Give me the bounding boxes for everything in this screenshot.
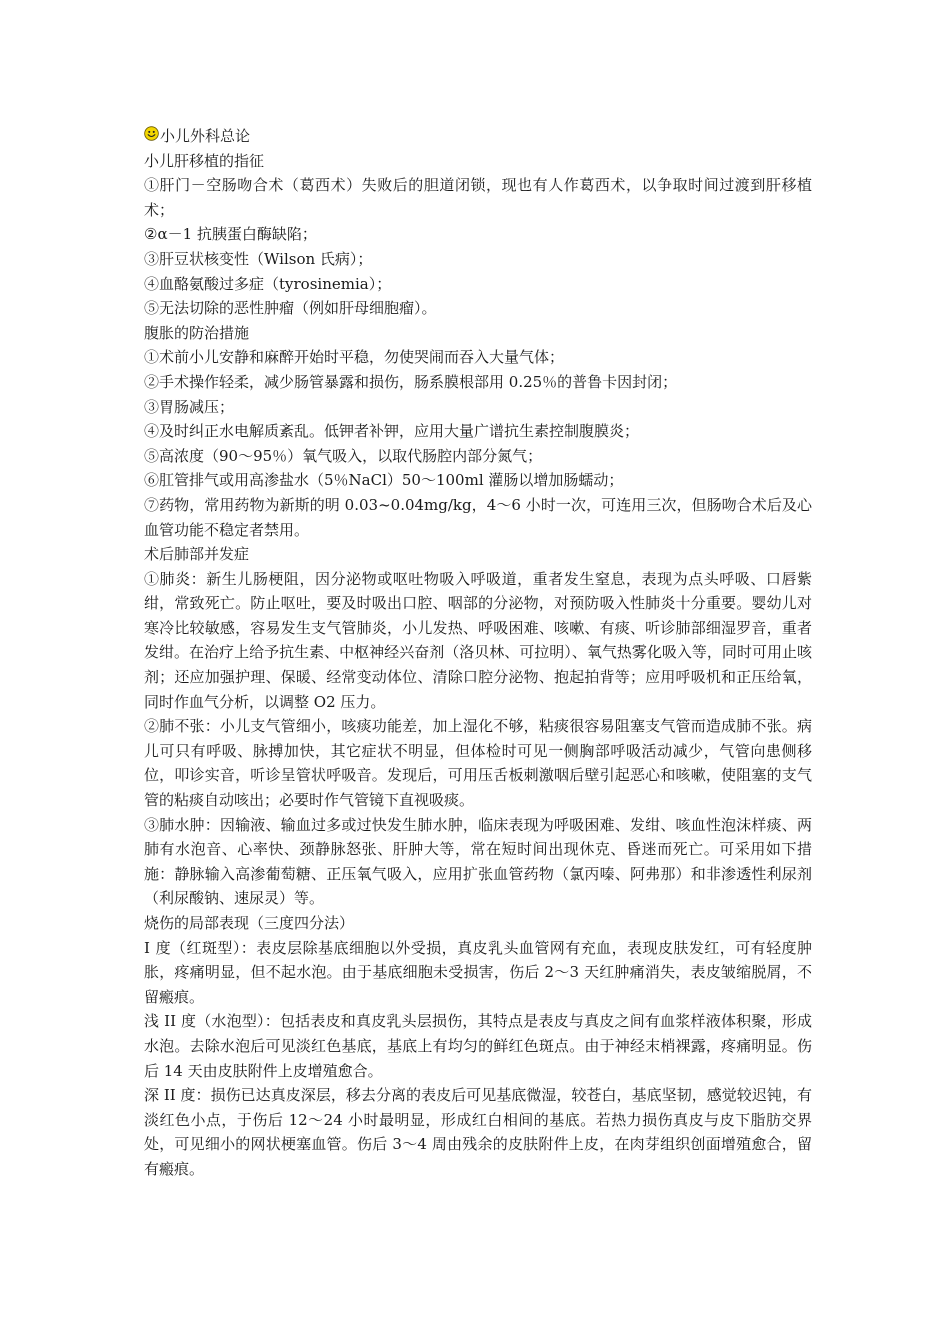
list-item: ⑤无法切除的恶性肿瘤（例如肝母细胞瘤）。 bbox=[144, 299, 437, 318]
document-title-line bbox=[144, 124, 812, 149]
section-pulmonary-complications bbox=[144, 542, 812, 911]
document-title: 小儿外科总论 bbox=[160, 127, 251, 145]
list-item: ②手术操作轻柔，减少肠管暴露和损伤，肠系膜根部用 0.25％的普鲁卡因封闭； bbox=[144, 372, 678, 391]
list-item: ①术前小儿安静和麻醉开始时平稳，勿使哭闹而吞入大量气体； bbox=[144, 348, 565, 367]
list-item: ③肝豆状核变性（Wilson 氏病）； bbox=[144, 249, 373, 268]
list-item: ①肺炎：新生儿肠梗阻，因分泌物或呕吐物吸入呼吸道，重者发生窒息，表现为点头呼吸、口唇紫绀，常致死亡。防止呕吐，要及时吸出口腔、咽部的分泌物，对预防吸入性肺炎十分重要。婴幼儿对寒冷比较敏感，容易发生支气管肺炎，小儿发热、呼吸困难、咳嗽、有痰、听诊肺部细湿罗音，重者发绀。在治疗上给予抗生素、中枢神经兴奋剂（洛贝林、可拉明）、氧气热雾化吸入等，同时可用止咳剂；还应加强护理、保暖、经常变动体位、清除口腔分泌物、抱起拍背等；应用呼吸机和正压给氧，同时作血气分析，以调整 O2 压力。 bbox=[144, 569, 812, 711]
smiley-icon bbox=[144, 126, 159, 141]
section-burn-local-signs bbox=[144, 911, 812, 1182]
document-body bbox=[144, 124, 812, 1182]
list-item: 浅 II 度（水泡型）：包括表皮和真皮乳头层损伤，其特点是表皮与真皮之间有血浆样液体积聚，形成水泡。去除水泡后可见淡红色基底，基底上有均匀的鲜红色斑点。由于神经末梢裸露，疼痛明显。伤后 14 天由皮肤附件上皮增殖愈合。 bbox=[144, 1012, 812, 1080]
section-liver-transplant bbox=[144, 149, 812, 321]
list-item: ①肝门－空肠吻合术（葛西术）失败后的胆道闭锁，现也有人作葛西术，以争取时间过渡到肝移植术； bbox=[144, 176, 812, 219]
list-item: ⑦药物，常用药物为新斯的明 0.03~0.04mg/kg，4～6 小时一次，可连用三次，但肠吻合术后及心血管功能不稳定者禁用。 bbox=[144, 495, 812, 539]
list-item: ②肺不张：小儿支气管细小，咳痰功能差，加上湿化不够，粘痰很容易阻塞支气管而造成肺不张。病儿可只有呼吸、脉搏加快，其它症状不明显，但体检时可见一侧胸部呼吸活动减少，气管向患侧移位，叩诊实音，听诊呈管状呼吸音。发现后，可用压舌板刺激咽后壁引起恶心和咳嗽，使阻塞的支气管的粘痰自动咳出；必要时作气管镜下直视吸痰。 bbox=[144, 717, 812, 810]
list-item: ④及时纠正水电解质紊乱。低钾者补钾，应用大量广谱抗生素控制腹膜炎； bbox=[144, 422, 640, 441]
section-heading: 术后肺部并发症 bbox=[144, 545, 250, 564]
section-heading: 烧伤的局部表现（三度四分法） bbox=[144, 914, 355, 932]
list-item: ③肺水肿：因输液、输血过多或过快发生肺水肿，临床表现为呼吸困难、发绀、咳血性泡沫样痰、两肺有水泡音、心率快、颈静脉怒张、肝肿大等，常在短时间出现休克、昏迷而死亡。可采用如下措施：静脉输入高渗葡萄糖、正压氧气吸入，应用扩张血管药物（氯丙嗪、阿弗那）和非渗透性利尿剂（利尿酸钠、速尿灵）等。 bbox=[144, 815, 812, 908]
list-item: Ⅰ 度（红斑型）：表皮层除基底细胞以外受损，真皮乳头血管网有充血，表现皮肤发红，可有轻度肿胀，疼痛明显，但不起水泡。由于基底细胞未受损害，伤后 2～3 天红肿痛消失，表皮皱缩脱屑，不留瘢痕。 bbox=[144, 938, 812, 1006]
section-heading: 腹胀的防治措施 bbox=[144, 323, 250, 342]
list-item: ⑤高浓度（90～95％）氧气吸入，以取代肠腔内部分氮气； bbox=[144, 446, 543, 465]
section-heading: 小儿肝移植的指征 bbox=[144, 151, 265, 170]
list-item: ③胃肠减压； bbox=[144, 397, 235, 416]
list-item: ②α－1 抗胰蛋白酶缺陷； bbox=[144, 225, 317, 244]
section-abdominal-distension bbox=[144, 321, 812, 542]
list-item: ⑥肛管排气或用高渗盐水（5％NaCl）50～100ml 灌肠以增加肠蠕动； bbox=[144, 471, 624, 490]
list-item: ④血酪氨酸过多症（tyrosinemia）； bbox=[144, 274, 392, 293]
list-item: 深 II 度：损伤已达真皮深层，移去分离的表皮后可见基底微湿，较苍白，基底坚韧，感觉较迟钝，有淡红色小点，于伤后 12～24 小时最明显，形成红白相间的基底。若热力损伤真皮与皮下脂肪交界处，可见细小的网状梗塞血管。伤后 3～4 周由残余的皮肤附件上皮，在肉芽组织创面增殖愈合，留有瘢痕。 bbox=[144, 1086, 812, 1178]
